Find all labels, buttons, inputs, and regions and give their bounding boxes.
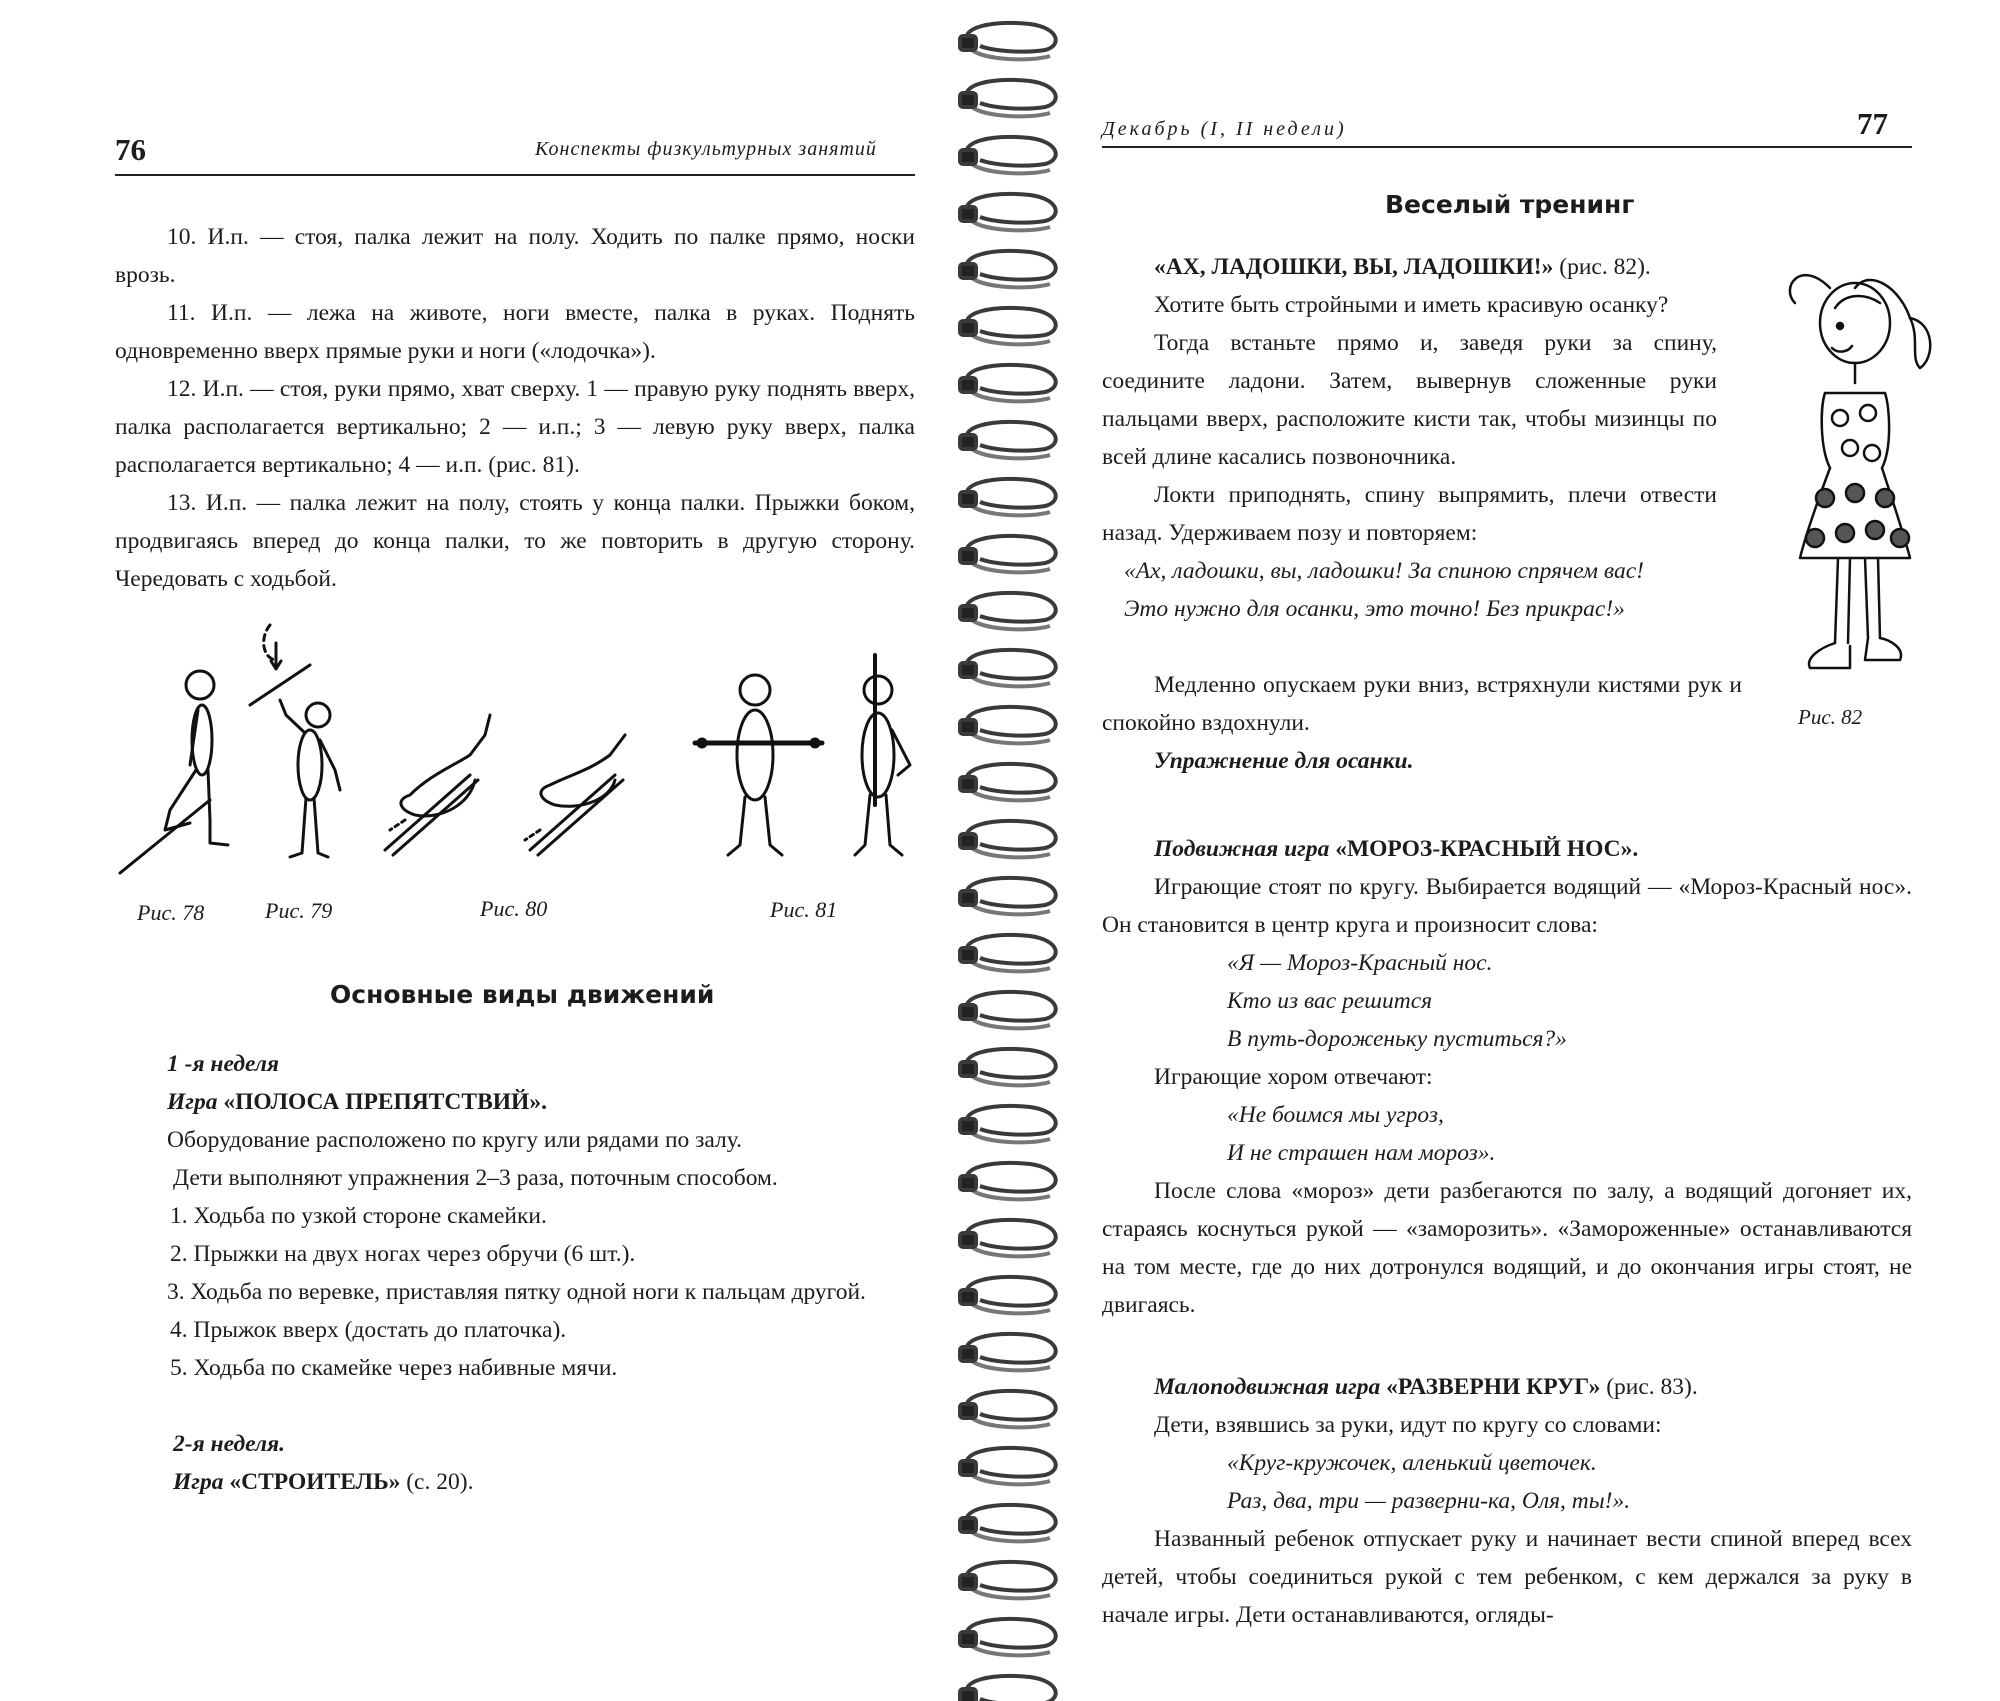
- binding-hole: [960, 1233, 976, 1247]
- poem-line-1: «Ах, ладошки, вы, ладошки! За спиною спрячем вас!: [1124, 558, 1644, 584]
- binding-hole: [960, 1005, 976, 1019]
- spiral-coil: [967, 821, 1056, 850]
- spiral-coil: [967, 1106, 1056, 1135]
- game-krug-poem-line2: Раз, два, три — разверни-ка, Оля, ты!».: [1227, 1488, 1631, 1514]
- spiral-coil: [967, 1391, 1056, 1420]
- header-rule: [115, 174, 915, 176]
- exercise-ref: (рис. 82).: [1559, 254, 1651, 280]
- game-moroz-block: [1102, 830, 1912, 1324]
- exercise-title-line: [1102, 248, 1717, 286]
- game-krug-title: [1102, 1368, 1912, 1406]
- binding-hole: [960, 36, 976, 50]
- game-krug-p2: Названный ребенок отпускает руку и начинает вести спиной вперед всех детей, чтобы соединиться рукой с тем ребенком, с кем держался за руку в начале игры. Дети останавливаются, огляды-: [1102, 1526, 1912, 1628]
- game-1-line: [115, 1083, 915, 1121]
- binding-hole: [960, 1575, 976, 1589]
- figure-82-girl: [1760, 248, 1960, 708]
- left-page: [0, 0, 950, 1701]
- binding-hole: [960, 1404, 976, 1418]
- poem-line-2: Это нужно для осанки, это точно! Без прикрас!»: [1124, 596, 1625, 622]
- paragraph-2: Тогда встаньте прямо и, заведя руки за спину, соедините ладони. Затем, вывернув сложенные руки пальцами вверх, расположите кисти так, чтобы мизинцы по всей длине касались позвоночника.: [1102, 330, 1717, 470]
- exercise-item-2: 2. Прыжки на двух ногах через обручи (6 шт.).: [170, 1241, 636, 1267]
- spiral-coil: [967, 479, 1056, 508]
- spiral-coil: [967, 536, 1056, 565]
- exercise-item-3: 3. Ходьба по веревке, приставляя пятку одной ноги к пальцам другой.: [167, 1279, 866, 1305]
- spiral-coil: [967, 23, 1056, 52]
- game-moroz-p1: Играющие стоят по кругу. Выбирается водящий — «Мороз-Красный нос». Он становится в центр круга и произносит слова:: [1102, 874, 1912, 938]
- exercise-figures: [110, 605, 930, 885]
- binding-hole: [960, 264, 976, 278]
- spiral-coil: [967, 251, 1056, 280]
- game-krug-p1: Дети, взявшись за руки, идут по кругу со словами:: [1154, 1412, 1662, 1438]
- binding-hole: [960, 150, 976, 164]
- game-moroz-name: «МОРОЗ-КРАСНЫЙ НОС».: [1335, 836, 1639, 862]
- figure-79-illustration: [250, 625, 340, 857]
- spiral-coil: [967, 137, 1056, 166]
- section-title-training: Веселый тренинг: [1385, 190, 1635, 219]
- game-2-line: [115, 1463, 915, 1501]
- binding-hole: [960, 1290, 976, 1304]
- spiral-coil: [967, 593, 1056, 622]
- binding-hole: [960, 93, 976, 107]
- binding-hole: [960, 207, 976, 221]
- equipment-text: Оборудование расположено по кругу или рядами по залу.: [167, 1127, 743, 1153]
- binding-hole: [960, 1461, 976, 1475]
- exercise-12: 12. И.п. — стоя, руки прямо, хват сверху. 1 — правую руку поднять вверх, палка располагается вертикально; 2 — и.п.; 3 — левую руку вверх, палка располагается вертикально; 4 — и.п. (рис. 81).: [115, 376, 915, 478]
- spiral-binding: [950, 0, 1080, 1701]
- game-moroz-poem2-line2: И не страшен нам мороз».: [1227, 1140, 1496, 1166]
- training-text-cont: [1102, 666, 1742, 780]
- week-2-label: 2-я неделя.: [173, 1431, 285, 1457]
- binding-hole: [960, 1119, 976, 1133]
- binding-hole: [960, 1347, 976, 1361]
- paragraph-3: Локти приподнять, спину выпрямить, плечи отвести назад. Удерживаем позу и повторяем:: [1102, 482, 1717, 546]
- spiral-coil: [967, 1448, 1056, 1477]
- binding-hole: [960, 435, 976, 449]
- exercise-13: 13. И.п. — палка лежит на полу, стоять у конца палки. Прыжки боком, продвигаясь вперед до конца палки, то же повторить в другую сторону. Чередовать с ходьбой.: [115, 490, 915, 592]
- running-head-right: Декабрь (I, II недели): [1102, 118, 1347, 140]
- figure-80-illustration: [385, 715, 625, 855]
- binding-hole: [960, 606, 976, 620]
- game-moroz-poem2-line1: «Не боимся мы угроз,: [1227, 1102, 1444, 1128]
- figure-81-illustration: [695, 655, 910, 855]
- spiral-coil: [967, 1676, 1056, 1701]
- spiral-coil: [967, 764, 1056, 793]
- exercise-item-5: 5. Ходьба по скамейке через набивные мячи.: [170, 1355, 618, 1381]
- spiral-coil: [967, 1562, 1056, 1591]
- binding-hole: [960, 1518, 976, 1532]
- caption-fig-81: Рис. 81: [770, 897, 838, 922]
- game-krug-prefix: Малоподвижная игра: [1154, 1374, 1381, 1400]
- game-moroz-poem1-line3: В путь-дороженьку пуститься?»: [1227, 1026, 1567, 1052]
- spiral-coil: [967, 1220, 1056, 1249]
- header-rule-right: [1102, 146, 1912, 148]
- caption-fig-78: Рис. 78: [137, 900, 205, 925]
- binding-hole: [960, 1062, 976, 1076]
- game-moroz-p3: После слова «мороз» дети разбегаются по залу, а водящий догоняет их, стараясь коснуться рукой — «заморозить». «Замороженные» останавливаются на том месте, где до них дотронулся водящий, и до окончания игры стоят, не двигаясь.: [1102, 1178, 1912, 1318]
- binding-hole: [960, 1176, 976, 1190]
- spiral-coil: [967, 1277, 1056, 1306]
- weeks-block: [115, 1045, 915, 1501]
- spiral-coil: [967, 1619, 1056, 1648]
- exercise-list: [115, 218, 915, 598]
- game-prefix-2: Игра: [173, 1469, 224, 1495]
- binding-hole: [960, 834, 976, 848]
- exercise-11: 11. И.п. — лежа на животе, ноги вместе, палка в руках. Поднять одновременно вверх прямые руки и ноги («лодочка»).: [115, 300, 915, 364]
- spiral-coil: [967, 707, 1056, 736]
- game-2-name: «СТРОИТЕЛЬ»: [229, 1469, 401, 1495]
- exercise-title: «АХ, ЛАДОШКИ, ВЫ, ЛАДОШКИ!»: [1154, 254, 1554, 280]
- game-moroz-p2: Играющие хором отвечают:: [1154, 1064, 1433, 1090]
- binding-hole: [960, 720, 976, 734]
- week-1-label: 1 -я неделя: [167, 1051, 279, 1077]
- spiral-coil: [967, 1049, 1056, 1078]
- exercise-10: 10. И.п. — стоя, палка лежит на полу. Ходить по палке прямо, носки врозь.: [115, 224, 915, 288]
- paragraph-1: Хотите быть стройными и иметь красивую осанку?: [1154, 292, 1669, 318]
- spiral-coil: [967, 992, 1056, 1021]
- game-moroz-poem1-line2: Кто из вас решится: [1227, 988, 1433, 1014]
- spiral-coil: [967, 194, 1056, 223]
- exercise-item-1: 1. Ходьба по узкой стороне скамейки.: [170, 1203, 547, 1229]
- game-prefix: Игра: [167, 1089, 218, 1115]
- game-moroz-poem1-line1: «Я — Мороз-Красный нос.: [1227, 950, 1493, 976]
- binding-hole: [960, 549, 976, 563]
- posture-label: Упражнение для осанки.: [1154, 748, 1414, 774]
- game-2-ref: (с. 20).: [406, 1469, 474, 1495]
- binding-hole: [960, 1689, 976, 1701]
- binding-hole: [960, 321, 976, 335]
- binding-hole: [960, 1632, 976, 1646]
- spiral-coil: [967, 1505, 1056, 1534]
- spiral-coil: [967, 935, 1056, 964]
- binding-hole: [960, 948, 976, 962]
- game-krug-poem-line1: «Круг-кружочек, аленький цветочек.: [1227, 1450, 1597, 1476]
- game-1-name: «ПОЛОСА ПРЕПЯТСТВИЙ».: [223, 1089, 547, 1115]
- right-page: [1080, 0, 2000, 1701]
- caption-fig-82: Рис. 82: [1798, 705, 1863, 729]
- spiral-coil: [967, 308, 1056, 337]
- binding-hole: [960, 777, 976, 791]
- binding-hole: [960, 492, 976, 506]
- spiral-coil: [967, 1334, 1056, 1363]
- spiral-coil: [967, 422, 1056, 451]
- binding-hole: [960, 663, 976, 677]
- caption-fig-80: Рис. 80: [480, 896, 548, 921]
- spiral-coil: [967, 1163, 1056, 1192]
- game-moroz-title: [1102, 830, 1912, 868]
- spiral-coil: [967, 650, 1056, 679]
- binding-hole: [960, 891, 976, 905]
- page-number-right: 77: [1857, 106, 1888, 141]
- exercise-item-4: 4. Прыжок вверх (достать до платочка).: [170, 1317, 567, 1343]
- game-krug-block: [1102, 1368, 1912, 1634]
- figure-78-illustration: [120, 671, 228, 873]
- spiral-coil: [967, 365, 1056, 394]
- game-krug-ref: (рис. 83).: [1606, 1374, 1698, 1400]
- instructions-text: Дети выполняют упражнения 2–3 раза, поточным способом.: [173, 1165, 778, 1191]
- section-title-main-movements: Основные виды движений: [330, 980, 715, 1009]
- spiral-coil: [967, 80, 1056, 109]
- paragraph-4: Медленно опускаем руки вниз, встряхнули кистями рук и спокойно вздохнули.: [1102, 672, 1742, 736]
- training-text: [1102, 248, 1717, 628]
- game-krug-name: «РАЗВЕРНИ КРУГ»: [1386, 1374, 1601, 1400]
- binding-hole: [960, 378, 976, 392]
- game-moroz-prefix: Подвижная игра: [1154, 836, 1330, 862]
- running-head: Конспекты физкультурных занятий: [535, 138, 877, 160]
- page-number: 76: [115, 132, 146, 167]
- spiral-coil: [967, 878, 1056, 907]
- caption-fig-79: Рис. 79: [265, 898, 333, 923]
